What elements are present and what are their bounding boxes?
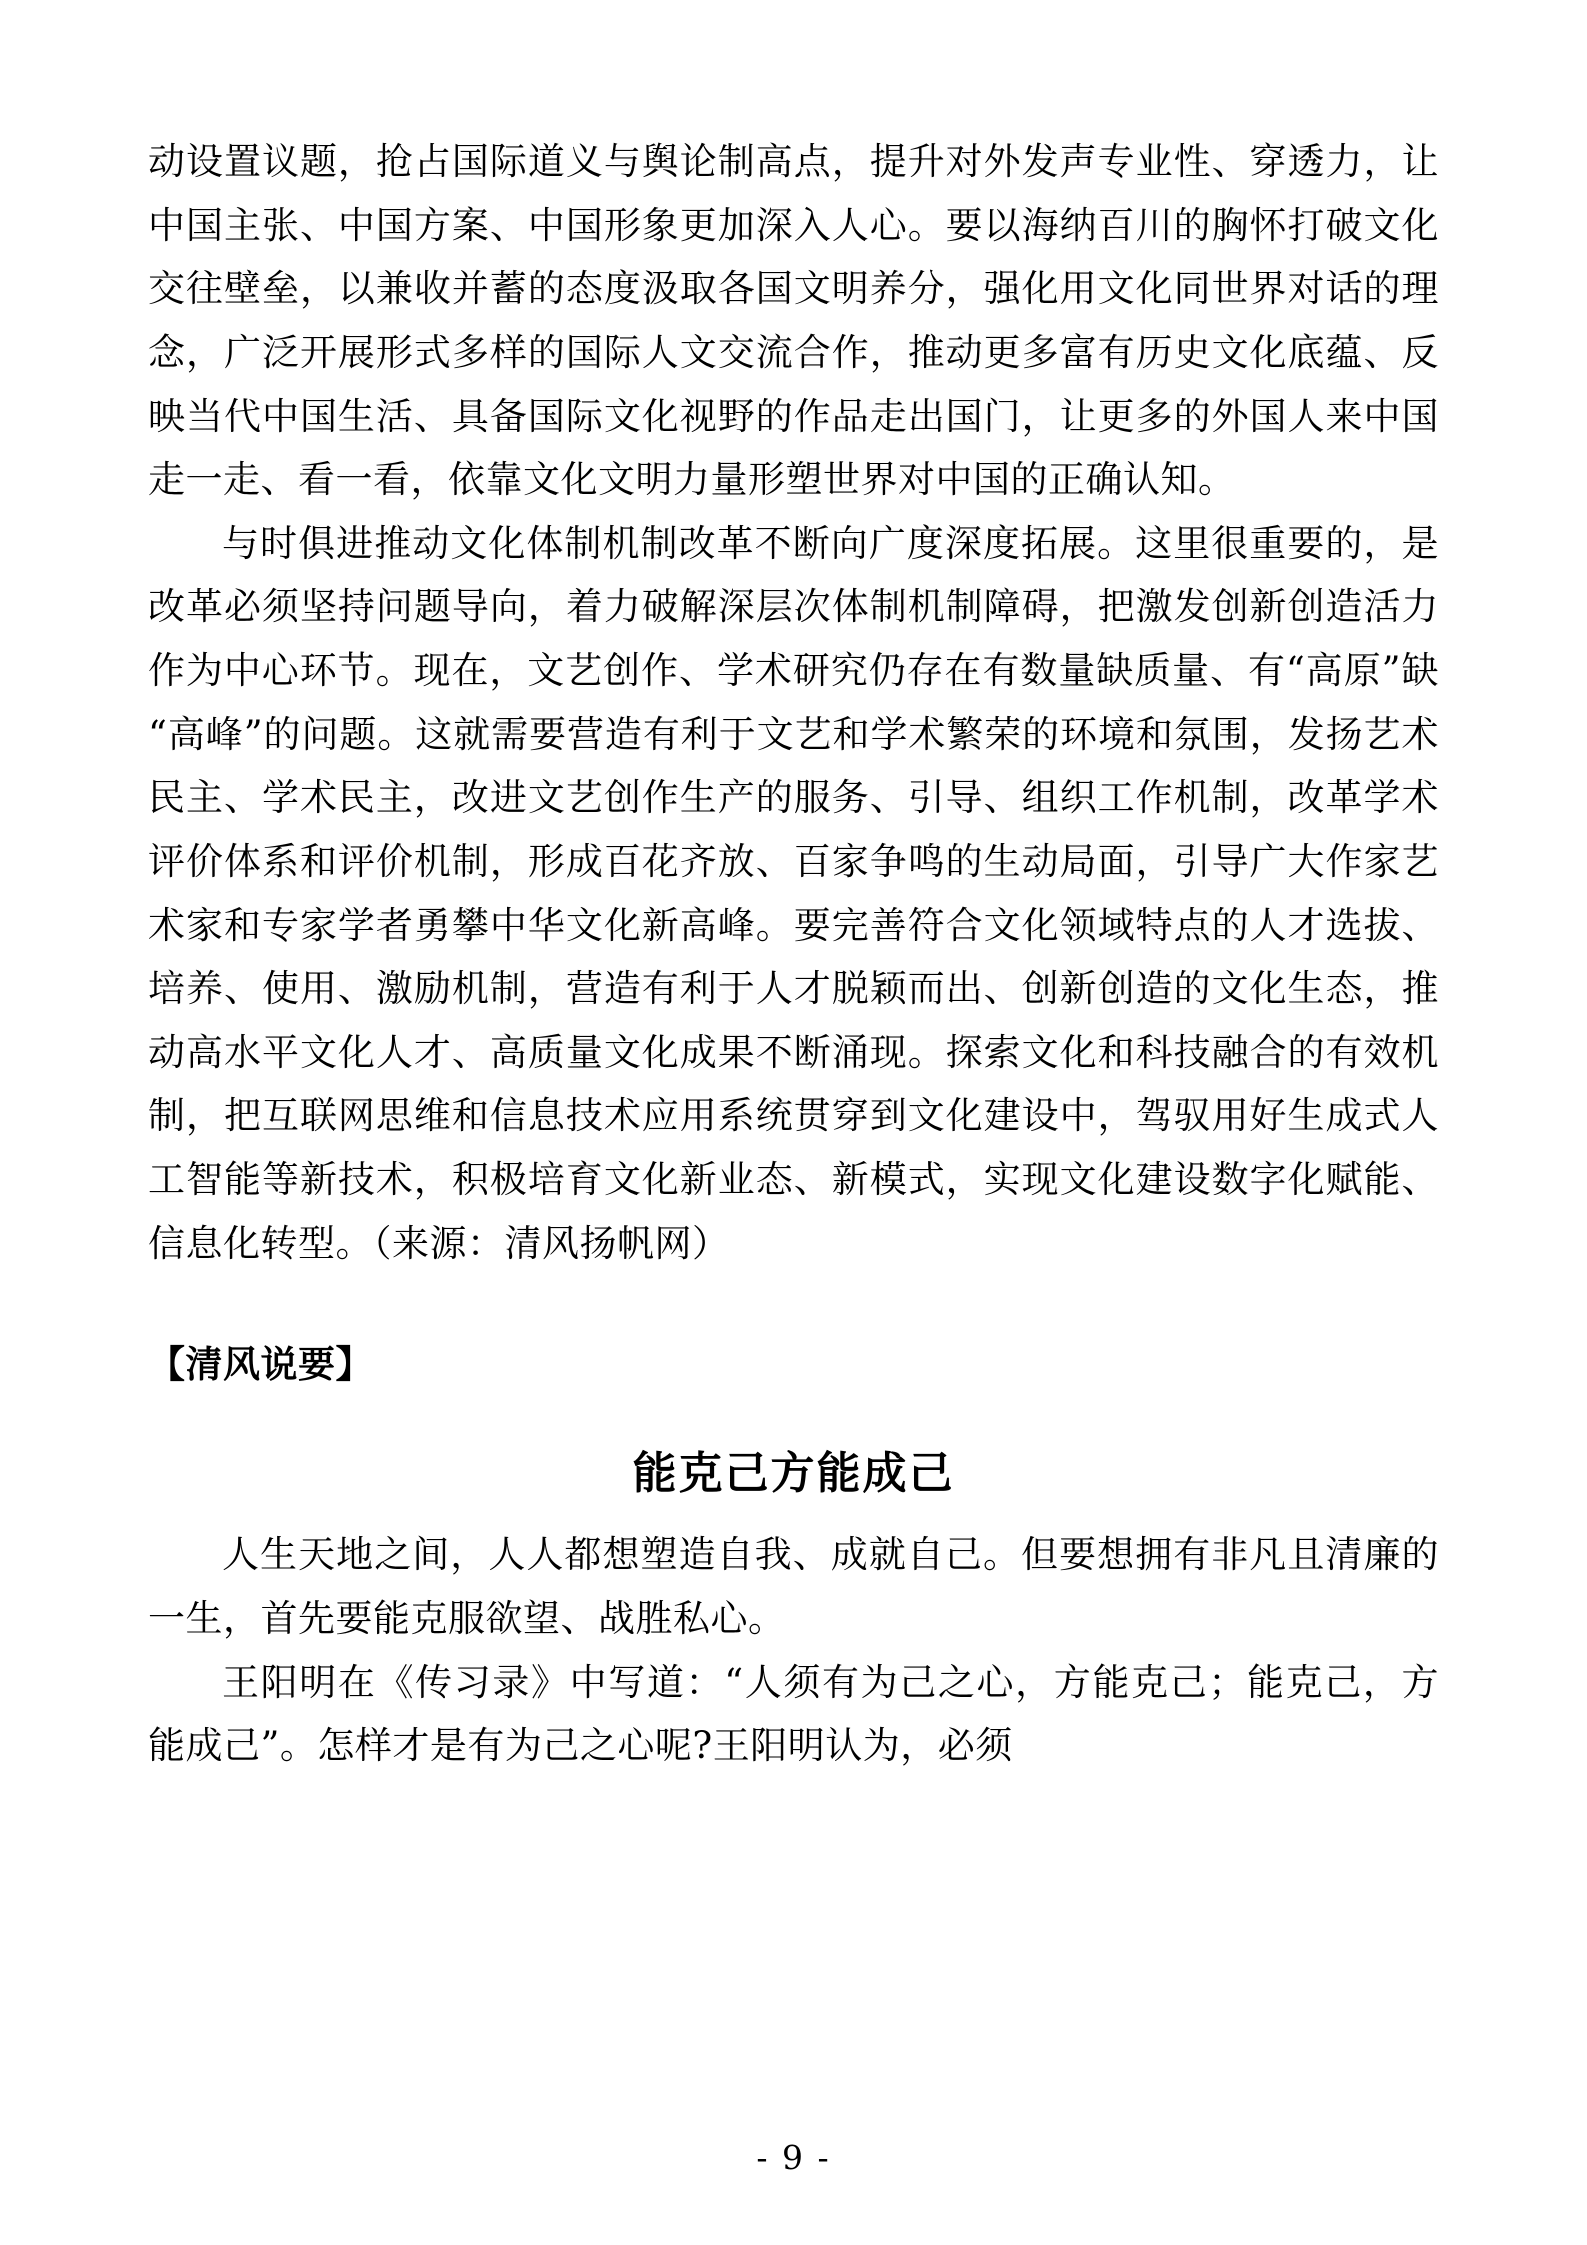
paragraph-1: 动设置议题，抢占国际道义与舆论制高点，提升对外发声专业性、穿透力，让中国主张、中国方案、中国形象更加深入人心。要以海纳百川的胸怀打破文化交往壁垒，以兼收并蓄的态度汲取各国文明养分，强化用文化同世界对话的理念，广泛开展形式多样的国际人文交流合作，推动更多富有历史文化底蕴、反映当代中国生活、具备国际文化视野的作品走出国门，让更多的外国人来中国走一走、看一看，依靠文化文明力量形塑世界对中国的正确认知。 [148, 140, 1439, 502]
main-text-body [148, 130, 1439, 1275]
page-number: - 9 - [756, 2138, 831, 2177]
article-text-body [148, 1523, 1439, 1778]
article-title: 能克己方能成己 [632, 1447, 955, 1499]
article-paragraph-2: 王阳明在《传习录》中写道：“人须有为己之心，方能克己；能克己，方能成己”。怎样才是有为己之心呢?王阳明认为，必须 [148, 1660, 1439, 1768]
section-label: 【清风说要】 [148, 1342, 373, 1387]
article-paragraph-1: 人生天地之间，人人都想塑造自我、成就自己。但要想拥有非凡且清廉的一生，首先要能克服欲望、战胜私心。 [148, 1533, 1439, 1640]
paragraph-2: 与时俱进推动文化体制机制改革不断向广度深度拓展。这里很重要的，是改革必须坚持问题导向，着力破解深层次体制机制障碍，把激发创新创造活力作为中心环节。现在，文艺创作、学术研究仍存在有数量缺质量、有“高原”缺“高峰”的问题。这就需要营造有利于文艺和学术繁荣的环境和氛围，发扬艺术民主、学术民主，改进文艺创作生产的服务、引导、组织工作机制，改革学术评价体系和评价机制，形成百花齐放、百家争鸣的生动局面，引导广大作家艺术家和专家学者勇攀中华文化新高峰。要完善符合文化领域特点的人才选拔、培养、使用、激励机制，营造有利于人才脱颖而出、创新创造的文化生态，推动高水平文化人才、高质量文化成果不断涌现。探索文化和科技融合的有效机制，把互联网思维和信息技术应用系统贯穿到文化建设中，驾驭用好生成式人工智能等新技术，积极培育文化新业态、新模式，实现文化建设数字化赋能、信息化转型。（来源：清风扬帆网） [148, 521, 1439, 1265]
